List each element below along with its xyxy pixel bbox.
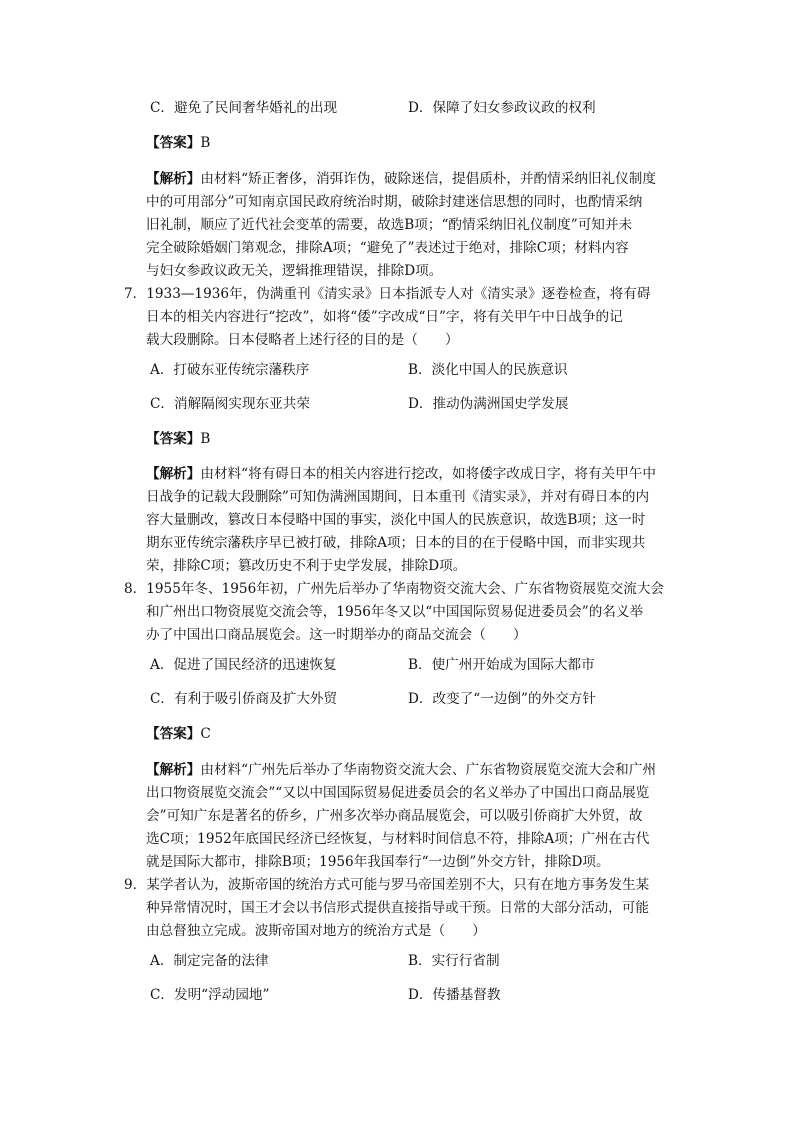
- q6-explanation-label: 【解析】: [146, 171, 201, 187]
- q8-answer-label: 【答案】: [146, 726, 201, 742]
- q8-option-a: A．促进了国民经济的迅速恢复: [150, 657, 337, 673]
- q7-explanation-line-2: 日战争的记载大段删除”可知伪满洲国期间，日本重刊《清实录》，并对有碍日本的内: [146, 489, 650, 505]
- q6-explanation-line-5: 与妇女参政议政无关，逻辑推理错误，排除D项。: [146, 263, 443, 279]
- q8-explanation-line-2: 出口物资展览交流会”“又以中国国际贸易促进委员会的名义举办了中国出口商品展览: [146, 785, 650, 801]
- q8-option-b: B．使广州开始成为国际大都市: [408, 657, 595, 673]
- q6-option-d: D．保障了妇女参政议政的权利: [408, 100, 596, 116]
- q6-explanation-line-4: 完全破除婚姻门第观念，排除A项；“避免了”表述过于绝对，排除C项；材料内容: [146, 240, 629, 256]
- q7-option-b: B．淡化中国人的民族意识: [408, 362, 568, 378]
- q8-stem-line-2: 和广州出口物资展览交流会等，1956年冬又以“中国国际贸易促进委员会”的名义举: [146, 604, 644, 620]
- q6-explanation-line-3: 旧礼制，顺应了近代社会变革的需要，故选B项；“酌情采纳旧礼仪制度”可知并未: [146, 217, 633, 233]
- q7-explanation-line-3: 容大量删改，篡改日本侵略中国的事实，淡化中国人的民族意识，故选B项；这一时: [146, 512, 646, 528]
- q8-answer: [146, 725, 211, 743]
- q7-stem-line-3: 载大段删除。日本侵略者上述行径的目的是（ ）: [146, 332, 459, 348]
- q7-stem-line-2: 日本的相关内容进行“挖改”，如将“倭”字改成“日”字，将有关甲午中日战争的记: [146, 309, 623, 325]
- q8-stem-line-3: 办了中国出口商品展览会。这一时期举办的商品交流会（ ）: [146, 627, 527, 643]
- q6-explanation-line-2: 中的可用部分”可知南京国民政府统治时期，破除封建迷信思想的同时，也酌情采纳: [146, 194, 643, 210]
- q6-answer: [146, 134, 210, 152]
- q7-answer: [146, 430, 210, 448]
- q7-option-c: C．消解隔阂实现东亚共荣: [150, 396, 310, 412]
- q9-option-d: D．传播基督教: [408, 987, 501, 1003]
- q8-explanation-label: 【解析】: [146, 762, 201, 778]
- q9-option-c: C．发明“浮动园地”: [150, 987, 270, 1003]
- q9-option-a: A．制定完备的法律: [150, 953, 269, 969]
- q7-explanation-label: 【解析】: [146, 466, 201, 482]
- q8-explanation-line-5: 就是国际大都市，排除B项；1956年我国奉行“一边倒”外交方针，排除D项。: [146, 854, 610, 870]
- q6-answer-label: 【答案】: [146, 135, 201, 151]
- q7-option-a: A．打破东亚传统宗藩秩序: [150, 362, 310, 378]
- q9-stem-line-3: 由总督独立完成。波斯帝国对地方的统治方式是（ ）: [146, 923, 486, 939]
- q8-option-d: D．改变了“一边倒”的外交方针: [408, 691, 596, 707]
- q8-stem-line-1: 8．1955年冬、1956年初，广州先后举办了华南物资交流大会、广东省物资展览交流大会: [124, 581, 665, 597]
- q8-explanation-line-3: 会”可知广东是著名的侨乡，广州多次举办商品展览会，可以吸引侨商扩大外贸，故: [146, 808, 643, 824]
- q9-stem-line-2: 种异常情况时，国王才会以书信形式提供直接指导或干预。日常的大部分活动，可能: [146, 900, 649, 916]
- q7-stem-line-1: 7．1933—1936年，伪满重刊《清实录》日本指派专人对《清实录》逐卷检查，将有碍: [124, 286, 651, 302]
- q8-explanation-line-4: 选C项；1952年底国民经济已经恢复，与材料时间信息不符，排除A项；广州在古代: [146, 831, 650, 847]
- q8-answer-value: C: [200, 726, 211, 742]
- q7-answer-label: 【答案】: [146, 431, 201, 447]
- q7-explanation-line-4: 期东亚传统宗藩秩序早已被打破，排除A项；日本的目的在于侵略中国，而非实现共: [146, 535, 646, 551]
- q7-explanation-line-5: 荣，排除C项；篡改历史不利于史学发展，排除D项。: [146, 558, 467, 574]
- q7-explanation-line-1: 【解析】由材料“将有碍日本的相关内容进行挖改，如将倭字改成日字，将有关甲午中: [146, 466, 656, 482]
- q7-answer-value: B: [200, 431, 211, 447]
- q6-option-c: C．避免了民间奢华婚礼的出现: [150, 100, 338, 116]
- q7-option-d: D．推动伪满洲国史学发展: [408, 396, 569, 412]
- q9-option-b: B．实行行省制: [408, 953, 500, 969]
- q8-explanation-line-1: 【解析】由材料“广州先后举办了华南物资交流大会、广东省物资展览交流大会和广州: [146, 762, 656, 778]
- q8-option-c: C．有利于吸引侨商及扩大外贸: [150, 691, 338, 707]
- q9-stem-line-1: 9．某学者认为，波斯帝国的统治方式可能与罗马帝国差别不大，只有在地方事务发生某: [124, 877, 650, 893]
- q6-explanation-line-1: 【解析】由材料“矫正奢侈，消弭诈伪，破除迷信，提倡质朴，并酌情采纳旧礼仪制度: [146, 171, 656, 187]
- q6-answer-value: B: [200, 135, 211, 151]
